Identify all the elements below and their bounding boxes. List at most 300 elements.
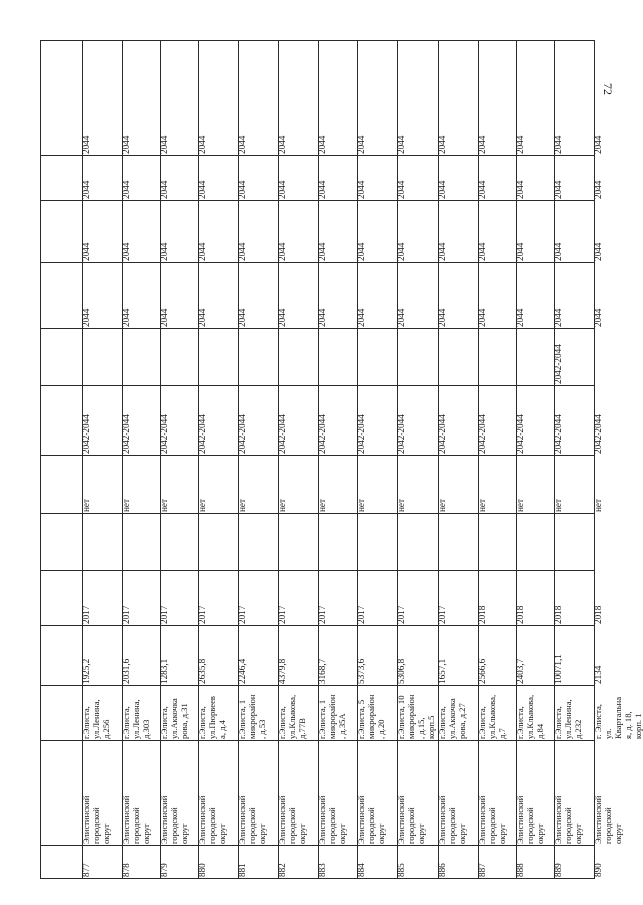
table-cell-blank	[239, 514, 278, 570]
table-cell-y3	[161, 156, 207, 200]
cell-text: 5306,8	[396, 658, 406, 684]
table-cell-district	[358, 741, 426, 845]
table-cell-period1	[479, 386, 525, 455]
cell-text: 2044	[396, 242, 406, 261]
table-cell-y2	[319, 201, 366, 262]
cell-text: 2044	[121, 180, 131, 199]
cell-text: 2044	[396, 180, 406, 199]
table-cell-district	[517, 741, 583, 845]
table-cell-y4	[199, 41, 247, 155]
table-cell-flag	[319, 456, 366, 513]
table-cell-area	[479, 626, 525, 685]
table-cell-address	[555, 686, 643, 740]
cell-text: 2042-2044	[477, 414, 487, 454]
table-cell-y1	[41, 263, 91, 328]
cell-text: 2044	[277, 308, 287, 327]
table-cell-period1	[319, 386, 366, 455]
table-cell-y2	[439, 201, 487, 262]
cell-text: 2042-2044	[553, 344, 563, 384]
table-cell-year	[479, 571, 525, 625]
cell-text: нет	[121, 498, 131, 512]
table-cell-blank	[123, 514, 160, 570]
cell-text: нет	[437, 498, 447, 512]
table-cell-district	[161, 741, 227, 845]
table-cell-area	[358, 626, 406, 685]
cell-text: г.Элиста, 1 микрорайон , д.35А	[317, 694, 347, 739]
cell-text: 2042-2044	[396, 414, 406, 454]
table-cell-district	[83, 741, 151, 845]
cell-text: 2044	[593, 180, 603, 199]
table-cell-y4	[319, 41, 366, 155]
cell-text: г.Элиста, ул.Клыкова, д.77В	[277, 694, 307, 739]
cell-text: Элистинский городской округ	[477, 795, 507, 844]
table-cell-y3	[319, 156, 366, 200]
cell-text: 2044	[81, 135, 91, 154]
table-cell-y3	[479, 156, 525, 200]
table-cell-num	[555, 846, 603, 878]
cell-text: 2044	[356, 242, 366, 261]
cell-text: Элистинский городской округ	[437, 795, 467, 844]
page-number: 72	[601, 83, 615, 95]
cell-text: 2044	[515, 135, 525, 154]
table-cell-district	[398, 741, 467, 845]
table-cell-area	[239, 626, 287, 685]
table-cell-blank	[398, 514, 438, 570]
table-cell-year	[319, 571, 366, 625]
cell-text: 3168,7	[317, 658, 327, 684]
table-cell-period2	[199, 329, 238, 385]
cell-text: 2044	[593, 242, 603, 261]
table-cell-blank	[555, 514, 594, 570]
table-cell-num	[358, 846, 406, 878]
cell-text: 2044	[515, 180, 525, 199]
cell-text: нет	[159, 498, 169, 512]
table-cell-y1	[161, 263, 207, 328]
cell-text: г.Элиста, 5 микрорайон , д.20	[356, 694, 386, 739]
cell-text: 4379,8	[277, 658, 287, 684]
table-cell-num	[398, 846, 447, 878]
cell-text: 2017	[159, 605, 169, 624]
table-cell-address	[83, 686, 151, 740]
cell-text: 2044	[159, 180, 169, 199]
table-cell-y4	[123, 41, 169, 155]
table-cell-period2	[319, 329, 357, 385]
table-cell-period2	[83, 329, 122, 385]
cell-text: 2044	[197, 308, 207, 327]
cell-text: 2044	[553, 242, 563, 261]
table-cell-address	[398, 686, 467, 740]
cell-text: 877	[81, 863, 91, 877]
table-cell-flag	[358, 456, 406, 513]
table-cell-flag	[123, 456, 169, 513]
cell-text: Элистинский городской округ	[396, 795, 426, 844]
table-cell-period2	[555, 329, 594, 385]
table-cell-y3	[239, 156, 287, 200]
table-cell-period1	[239, 386, 287, 455]
table-cell-num	[479, 846, 525, 878]
table-cell-period2	[123, 329, 160, 385]
cell-text: 2044	[277, 242, 287, 261]
table-cell-year	[279, 571, 327, 625]
table-cell-flag	[239, 456, 287, 513]
table-cell-period2	[358, 329, 397, 385]
cell-text: 2018	[515, 605, 525, 624]
table-cell-flag	[555, 456, 603, 513]
table-cell-blank	[319, 514, 357, 570]
cell-text: 2017	[356, 605, 366, 624]
table-cell-address	[358, 686, 436, 740]
cell-text: 2044	[237, 180, 247, 199]
cell-text: Элистинский городской округ	[317, 795, 347, 844]
column-rule	[40, 878, 595, 879]
table-cell-address	[517, 686, 583, 740]
table-cell-period2	[239, 329, 278, 385]
cell-text: нет	[277, 498, 287, 512]
table-cell-address	[279, 686, 347, 740]
table-cell-period1	[161, 386, 207, 455]
cell-text: 2018	[593, 605, 603, 624]
table-cell-district	[123, 741, 189, 845]
table-cell-y3	[517, 156, 563, 200]
cell-text: 2134	[593, 665, 603, 684]
table-cell-district	[439, 741, 507, 845]
table-cell-district	[239, 741, 307, 845]
cell-text: 2044	[197, 242, 207, 261]
cell-text: 2044	[553, 135, 563, 154]
table-cell-y2	[358, 201, 406, 262]
cell-text: 2017	[396, 605, 406, 624]
table-cell-address	[161, 686, 227, 740]
table-cell-blank	[517, 514, 554, 570]
table-cell-address	[199, 686, 267, 740]
cell-text: 2044	[317, 308, 327, 327]
cell-text: 2044	[237, 135, 247, 154]
table-cell-flag	[279, 456, 327, 513]
cell-text: 2044	[437, 242, 447, 261]
table-cell-address	[123, 686, 189, 740]
cell-text: г.Элиста, ул.Аккочка рова, д.27	[437, 698, 467, 739]
cell-text: 2042-2044	[197, 414, 207, 454]
table-cell-period2	[439, 329, 478, 385]
table-cell-period2	[479, 329, 516, 385]
cell-text: 2044	[396, 135, 406, 154]
cell-text: Элистинский городской округ	[593, 795, 623, 844]
table-cell-area	[517, 626, 563, 685]
cell-text: 2044	[515, 308, 525, 327]
table-cell-y2	[479, 201, 525, 262]
table-cell-y3	[279, 156, 327, 200]
table-cell-address	[239, 686, 307, 740]
table-cell-district	[479, 741, 545, 845]
cell-text: нет	[197, 498, 207, 512]
cell-text: Элистинский городской округ	[356, 795, 386, 844]
table-cell-area	[161, 626, 207, 685]
table-cell-period2	[279, 329, 318, 385]
table-cell-y2	[199, 201, 247, 262]
table-cell-flag	[517, 456, 563, 513]
table-cell-y1	[479, 263, 525, 328]
table-cell-period1	[199, 386, 247, 455]
cell-text: 2042-2044	[553, 414, 563, 454]
table-cell-y2	[279, 201, 327, 262]
cell-text: нет	[81, 498, 91, 512]
cell-text: 881	[237, 863, 247, 877]
cell-text: 2044	[356, 135, 366, 154]
table-cell-num	[83, 846, 131, 878]
table-cell-y2	[398, 201, 447, 262]
cell-text: 882	[277, 863, 287, 877]
table-cell-year	[517, 571, 563, 625]
cell-text: 2044	[477, 180, 487, 199]
table-cell-period1	[555, 386, 603, 455]
table-cell-blank	[161, 514, 198, 570]
table-cell-period1	[439, 386, 487, 455]
cell-text: 2044	[121, 308, 131, 327]
cell-text: 886	[437, 863, 447, 877]
table-cell-period1	[398, 386, 447, 455]
cell-text: 5373,6	[356, 658, 366, 684]
cell-text: 2044	[237, 308, 247, 327]
table-cell-y3	[358, 156, 406, 200]
cell-text: 2044	[197, 135, 207, 154]
cell-text: 2044	[159, 242, 169, 261]
table-cell-y1	[239, 263, 287, 328]
table-cell-num	[279, 846, 327, 878]
table-cell-district	[555, 741, 623, 845]
cell-text: 2044	[477, 135, 487, 154]
table-cell-address	[439, 686, 507, 740]
table-cell-blank	[41, 514, 82, 570]
table-cell-y2	[123, 201, 169, 262]
table-cell-blank	[479, 514, 516, 570]
cell-text: 887	[477, 863, 487, 877]
cell-text: 2044	[277, 135, 287, 154]
cell-text: 2044	[81, 308, 91, 327]
table-cell-y2	[83, 201, 131, 262]
cell-text: г.Элиста, ул.Ленина, д.256	[81, 699, 111, 739]
cell-text: Элистинский городской округ	[553, 795, 583, 844]
table-cell-y2	[161, 201, 207, 262]
cell-text: 2044	[317, 180, 327, 199]
table-cell-year	[161, 571, 207, 625]
table-cell-area	[123, 626, 169, 685]
table-cell-y2	[239, 201, 287, 262]
table-cell-year	[199, 571, 247, 625]
table-cell-y1	[517, 263, 563, 328]
table-cell-num	[161, 846, 207, 878]
table-cell-area	[398, 626, 447, 685]
table-cell-y4	[479, 41, 525, 155]
cell-text: 2042-2044	[277, 414, 287, 454]
table-cell-year	[123, 571, 169, 625]
table-cell-flag	[439, 456, 487, 513]
cell-text: 2042-2044	[515, 414, 525, 454]
cell-text: 2635,8	[197, 658, 207, 684]
cell-text: 10071,1	[553, 654, 563, 684]
cell-text: 2044	[437, 135, 447, 154]
table-cell-area	[83, 626, 131, 685]
cell-text: г.Элиста, ул.Клыкова, д.84	[515, 694, 545, 739]
table-cell-year	[83, 571, 131, 625]
cell-text: 2042-2044	[237, 414, 247, 454]
table-cell-y3	[398, 156, 447, 200]
cell-text: 2044	[356, 180, 366, 199]
table-cell-district	[199, 741, 267, 845]
table-cell-num	[123, 846, 169, 878]
table-cell-y2	[41, 201, 91, 262]
table-cell-y2	[517, 201, 563, 262]
cell-text: г. Элиста, ул. Квартальна я, д. 18, корп. 1	[593, 696, 643, 739]
table-cell-y1	[319, 263, 366, 328]
cell-text: 890	[593, 863, 603, 877]
cell-text: 2031,6	[121, 658, 131, 684]
cell-text: 2044	[159, 308, 169, 327]
table-cell-flag	[479, 456, 525, 513]
cell-text: 2044	[317, 135, 327, 154]
table-cell-period1	[279, 386, 327, 455]
table-cell-num	[41, 846, 91, 878]
cell-text: 1657,1	[437, 658, 447, 684]
cell-text: нет	[593, 498, 603, 512]
table-cell-y1	[83, 263, 131, 328]
cell-text: 2044	[356, 308, 366, 327]
table-cell-y4	[555, 41, 603, 155]
cell-text: 2044	[553, 308, 563, 327]
table-cell-num	[199, 846, 247, 878]
cell-text: 2403,7	[515, 658, 525, 684]
cell-text: 2017	[437, 605, 447, 624]
cell-text: 879	[159, 863, 169, 877]
cell-text: 2044	[121, 242, 131, 261]
cell-text: 2042-2044	[593, 414, 603, 454]
cell-text: 2044	[515, 242, 525, 261]
table-cell-y1	[398, 263, 447, 328]
table-cell-y3	[83, 156, 131, 200]
cell-text: 883	[317, 863, 327, 877]
cell-text: 2018	[477, 605, 487, 624]
cell-text: Элистинский городской округ	[237, 795, 267, 844]
cell-text: 2044	[437, 180, 447, 199]
cell-text: 2042-2044	[437, 414, 447, 454]
cell-text: 2044	[81, 242, 91, 261]
table-cell-area	[319, 626, 366, 685]
cell-text: г.Элиста, 10 микрорайон , д.15, корп.5	[396, 694, 436, 739]
table-cell-period1	[358, 386, 406, 455]
table-cell-y1	[358, 263, 406, 328]
table-cell-num	[239, 846, 287, 878]
table-cell-period1	[83, 386, 131, 455]
cell-text: 2044	[477, 308, 487, 327]
cell-text: 2044	[197, 180, 207, 199]
cell-text: 2042-2044	[121, 414, 131, 454]
cell-text: г.Элиста, ул.Ленина, д.303	[121, 699, 151, 739]
table-cell-address	[41, 686, 111, 740]
cell-text: нет	[515, 498, 525, 512]
table-cell-period2	[161, 329, 198, 385]
cell-text: нет	[237, 498, 247, 512]
table-cell-district	[41, 741, 111, 845]
table-cell-num	[319, 846, 366, 878]
cell-text: г.Элиста, ул.Клыкова, д.7	[477, 694, 507, 739]
cell-text: 888	[515, 863, 525, 877]
cell-text: 2017	[197, 605, 207, 624]
cell-text: Элистинский городской округ	[81, 795, 111, 844]
table-cell-y3	[439, 156, 487, 200]
table-cell-y4	[398, 41, 447, 155]
table-cell-y1	[123, 263, 169, 328]
table-cell-flag	[199, 456, 247, 513]
table-cell-flag	[161, 456, 207, 513]
table-cell-y1	[439, 263, 487, 328]
cell-text: 2044	[237, 242, 247, 261]
cell-text: 2044	[553, 180, 563, 199]
table-cell-y4	[161, 41, 207, 155]
cell-text: 2044	[277, 180, 287, 199]
cell-text: г.Элиста, ул.Аккочка рова, д.31	[159, 698, 189, 739]
table-cell-blank	[358, 514, 397, 570]
cell-text: 2246,4	[237, 658, 247, 684]
table-cell-blank	[439, 514, 478, 570]
table-cell-district	[279, 741, 347, 845]
table-cell-y3	[199, 156, 247, 200]
table-cell-y4	[83, 41, 131, 155]
table-cell-y3	[555, 156, 603, 200]
table-cell-y4	[439, 41, 487, 155]
cell-text: 1925,2	[81, 658, 91, 684]
table-cell-flag	[398, 456, 447, 513]
cell-text: 2042-2044	[159, 414, 169, 454]
cell-text: нет	[317, 498, 327, 512]
cell-text: 2042-2044	[81, 414, 91, 454]
cell-text: 2044	[593, 308, 603, 327]
cell-text: нет	[356, 498, 366, 512]
cell-text: 2044	[317, 242, 327, 261]
cell-text: 1283,1	[159, 658, 169, 684]
cell-text: 2017	[317, 605, 327, 624]
cell-text: 889	[553, 863, 563, 877]
cell-text: г.Элиста, 1 микрорайон , д.53	[237, 694, 267, 739]
cell-text: г.Элиста, ул.Ленина, д.232	[553, 699, 583, 739]
cell-text: 2044	[121, 135, 131, 154]
cell-text: нет	[553, 498, 563, 512]
cell-text: 2044	[396, 308, 406, 327]
cell-text: Элистинский городской округ	[277, 795, 307, 844]
cell-text: 2044	[81, 180, 91, 199]
table-cell-blank	[279, 514, 318, 570]
table-cell-y4	[517, 41, 563, 155]
table-cell-period1	[517, 386, 563, 455]
cell-text: Элистинский городской округ	[121, 795, 151, 844]
table-cell-year	[239, 571, 287, 625]
table-cell-area	[41, 626, 91, 685]
table-cell-year	[555, 571, 603, 625]
table-cell-area	[279, 626, 327, 685]
table-cell-y1	[555, 263, 603, 328]
cell-text: 2042-2044	[356, 414, 366, 454]
cell-text: 2017	[237, 605, 247, 624]
cell-text: 2017	[121, 605, 131, 624]
cell-text: нет	[396, 498, 406, 512]
cell-text: 2017	[277, 605, 287, 624]
table-cell-period2	[517, 329, 563, 385]
cell-text: 2018	[553, 605, 563, 624]
cell-text: г.Элиста, ул.Пюрвеев а, д.4	[197, 696, 227, 739]
cell-text: 2017	[81, 605, 91, 624]
cell-text: 885	[396, 863, 406, 877]
cell-text: 880	[197, 863, 207, 877]
table-cell-year	[358, 571, 406, 625]
cell-text: Элистинский городской округ	[515, 795, 545, 844]
